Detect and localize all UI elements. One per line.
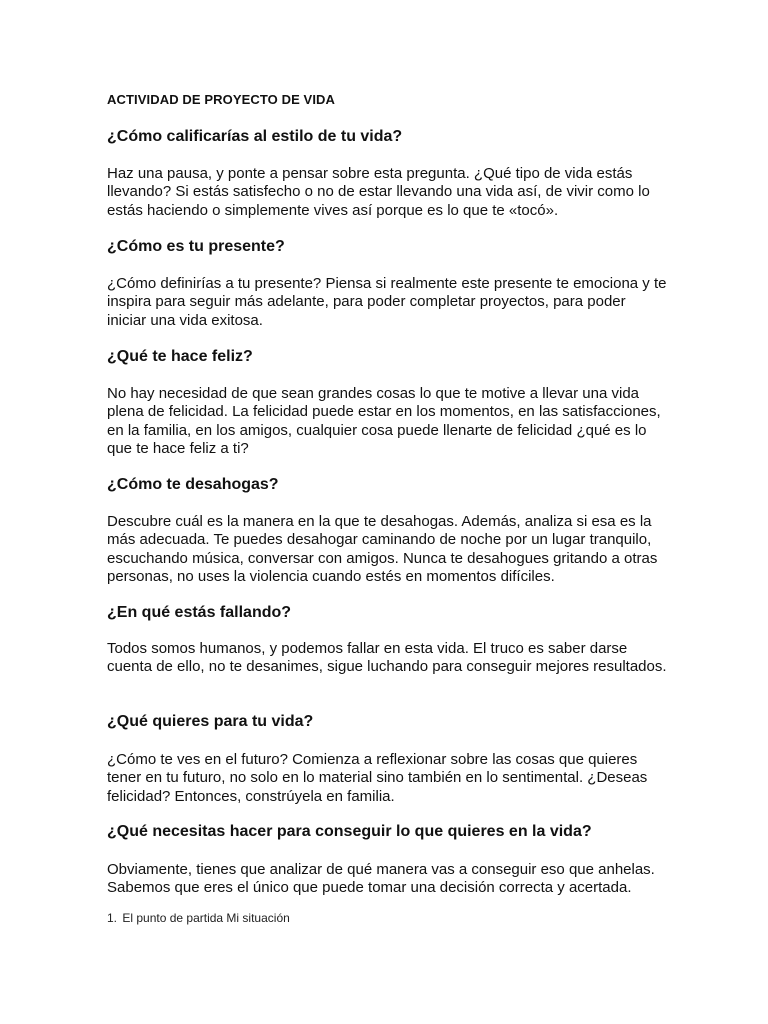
section-heading-quieres-para-tu-vida: ¿Qué quieres para tu vida? bbox=[107, 713, 314, 730]
list-item bbox=[107, 911, 290, 925]
section-body-quieres-para-tu-vida: ¿Cómo te ves en el futuro? Comienza a reflexionar sobre las cosas que quieres tener en tu futuro, no solo en lo material sino también en lo sentimental. ¿Deseas felicidad? Entonces, constrúyela en familia. bbox=[107, 751, 648, 805]
section-body-presente: ¿Cómo definirías a tu presente? Piensa si realmente este presente te emociona y te inspira para seguir más adelante, para poder completar proyectos, para poder iniciar una vida exitosa. bbox=[107, 275, 667, 329]
section-body-feliz: No hay necesidad de que sean grandes cosas lo que te motive a llevar una vida plena de felicidad. La felicidad puede estar en los momentos, en las satisfacciones, en la familia, en los amigos, cualquier cosa puede llenarte de felicidad ¿qué es lo que te hace feliz a ti? bbox=[107, 385, 661, 457]
document-title: ACTIVIDAD DE PROYECTO DE VIDA bbox=[107, 92, 336, 107]
section-body-necesitas-hacer: Obviamente, tienes que analizar de qué manera vas a conseguir eso que anhelas. Sabemos que eres el único que puede tomar una decisión correcta y acertada. bbox=[107, 861, 655, 897]
section-heading-estilo-de-vida: ¿Cómo calificarías al estilo de tu vida? bbox=[107, 128, 403, 145]
section-heading-desahogas: ¿Cómo te desahogas? bbox=[107, 476, 279, 493]
section-body-estilo-de-vida: Haz una pausa, y ponte a pensar sobre esta pregunta. ¿Qué tipo de vida estás llevando? Si estás satisfecho o no de estar llevando una vida así, de vivir como lo estás haciendo o simplemente vives así porque es lo que te «tocó». bbox=[107, 165, 650, 219]
list-item-number: 1. bbox=[107, 911, 118, 925]
section-body-desahogas: Descubre cuál es la manera en la que te desahogas. Además, analiza si esa es la más adecuada. Te puedes desahogar caminando de noche por un lugar tranquilo, escuchando música, conversar con amigos. Nunca te desahogues gritando a otras personas, no uses la violencia cuando estés en momentos difíciles. bbox=[107, 513, 658, 585]
section-heading-presente: ¿Cómo es tu presente? bbox=[107, 238, 285, 255]
section-heading-fallando: ¿En qué estás fallando? bbox=[107, 604, 292, 621]
section-body-fallando: Todos somos humanos, y podemos fallar en esta vida. El truco es saber darse cuenta de ello, no te desanimes, sigue luchando para conseguir mejores resultados. bbox=[107, 640, 667, 676]
section-heading-feliz: ¿Qué te hace feliz? bbox=[107, 348, 253, 365]
section-heading-necesitas-hacer: ¿Qué necesitas hacer para conseguir lo que quieres en la vida? bbox=[107, 823, 592, 840]
list-item-text: El punto de partida Mi situación bbox=[122, 911, 290, 925]
